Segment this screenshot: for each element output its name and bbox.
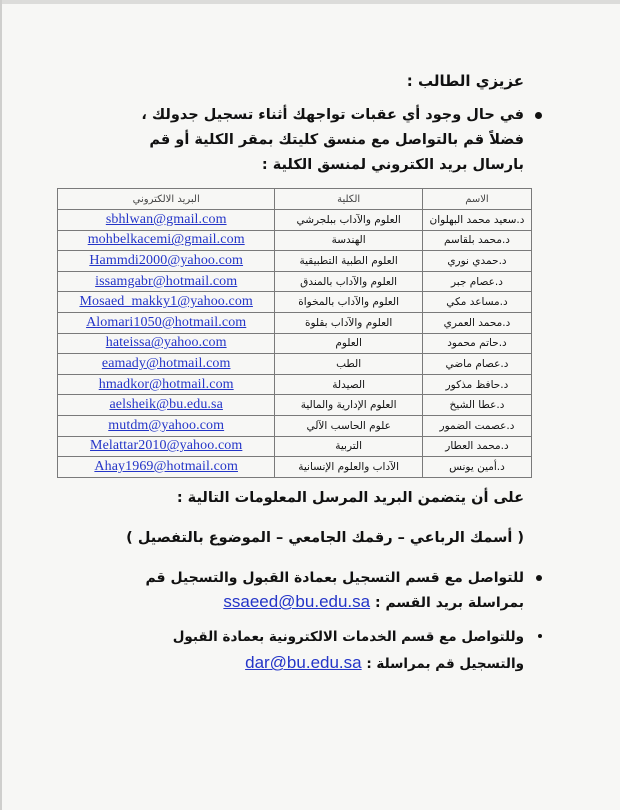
cell-name: د.عصام جبر [422, 271, 531, 292]
cell-college: التربية [275, 436, 423, 457]
table-row [58, 415, 532, 436]
email-link[interactable]: Mosaed_makky1@yahoo.com [58, 292, 275, 313]
table-row [58, 333, 532, 354]
email-link[interactable]: Ahay1969@hotmail.com [58, 457, 275, 478]
registration-bullet [104, 566, 524, 615]
cell-college: العلوم والآداب بالمندق [275, 271, 423, 292]
bullet-icon [538, 634, 542, 638]
eservices-bullet [104, 624, 524, 677]
cell-name: د.حاتم محمود [422, 333, 531, 354]
table-row [58, 210, 532, 231]
bullet-icon [535, 112, 542, 119]
header-name: الاسم [422, 189, 531, 210]
greeting: عزيزي الطالب : [406, 72, 524, 90]
cell-name: د.محمد العطار [422, 436, 531, 457]
eservices-text: وللتواصل مع قسم الخدمات الالكترونية بعمادة القبول والتسجيل قم بمراسلة : [172, 629, 524, 672]
cell-college: العلوم والآداب بقلوة [275, 312, 423, 333]
email-link[interactable]: aelsheik@bu.edu.sa [58, 395, 275, 416]
cell-name: د.أمين يونس [422, 457, 531, 478]
cell-college: العلوم والآداب ببلجرشي [275, 210, 423, 231]
email-link[interactable]: sbhlwan@gmail.com [58, 210, 275, 231]
email-link[interactable]: mutdm@yahoo.com [58, 415, 275, 436]
cell-name: د.محمد العمري [422, 312, 531, 333]
email-link[interactable]: Alomari1050@hotmail.com [58, 312, 275, 333]
registration-text: للتواصل مع قسم التسجيل بعمادة القبول والتسجيل قم بمراسلة بريد القسم : [145, 570, 524, 611]
table-row [58, 230, 532, 251]
cell-name: د.محمد بلقاسم [422, 230, 531, 251]
intro-text: في حال وجود أي عقبات تواجهك أثناء تسجيل جدولك ، فضلاً قم بالتواصل مع منسق كليتك بمقر الكلية أو قم بارسال بريد الكتروني لمنسق الكلية : [141, 107, 524, 173]
bullet-icon [536, 575, 542, 581]
cell-college: علوم الحاسب الآلي [275, 415, 423, 436]
table-row [58, 436, 532, 457]
table-row [58, 292, 532, 313]
email-link[interactable]: mohbelkacemi@gmail.com [58, 230, 275, 251]
cell-college: العلوم [275, 333, 423, 354]
page-left-edge [0, 0, 2, 810]
table-row [58, 395, 532, 416]
cell-college: الآداب والعلوم الإنسانية [275, 457, 423, 478]
table-header-row [58, 189, 532, 210]
page-top-edge [0, 0, 620, 4]
table-row [58, 251, 532, 272]
cell-college: الهندسة [275, 230, 423, 251]
email-contents-intro: على أن يتضمن البريد المرسل المعلومات التالية : [176, 490, 524, 506]
email-link[interactable]: Melattar2010@yahoo.com [58, 436, 275, 457]
cell-college: الطب [275, 354, 423, 375]
table-row [58, 457, 532, 478]
email-link[interactable]: eamady@hotmail.com [58, 354, 275, 375]
cell-name: د.حافظ مذكور [422, 374, 531, 395]
cell-name: د.حمدي نوري [422, 251, 531, 272]
eservices-email-link[interactable]: dar@bu.edu.sa [245, 653, 362, 672]
cell-name: د.سعيد محمد البهلوان [422, 210, 531, 231]
cell-college: العلوم والآداب بالمخواة [275, 292, 423, 313]
cell-name: د.عطا الشيخ [422, 395, 531, 416]
table-row [58, 312, 532, 333]
cell-name: د.عصمت الضمور [422, 415, 531, 436]
email-link[interactable]: hmadkor@hotmail.com [58, 374, 275, 395]
cell-name: د.عصام ماضي [422, 354, 531, 375]
cell-college: الصيدلة [275, 374, 423, 395]
email-link[interactable]: Hammdi2000@yahoo.com [58, 251, 275, 272]
cell-college: العلوم الإدارية والمالية [275, 395, 423, 416]
header-email: البريد الالكتروني [58, 189, 275, 210]
registration-email-link[interactable]: ssaeed@bu.edu.sa [223, 592, 371, 611]
table-row [58, 271, 532, 292]
table-row [58, 354, 532, 375]
header-college: الكلية [275, 189, 423, 210]
cell-name: د.مساعد مكي [422, 292, 531, 313]
email-contents: ( أسمك الرباعي – رقمك الجامعي – الموضوع بالتفصيل ) [126, 530, 524, 546]
email-link[interactable]: issamgabr@hotmail.com [58, 271, 275, 292]
email-link[interactable]: hateissa@yahoo.com [58, 333, 275, 354]
table-row [58, 374, 532, 395]
intro-bullet [104, 103, 524, 178]
cell-college: العلوم الطبية التطبيقية [275, 251, 423, 272]
coordinators-table [57, 188, 532, 478]
